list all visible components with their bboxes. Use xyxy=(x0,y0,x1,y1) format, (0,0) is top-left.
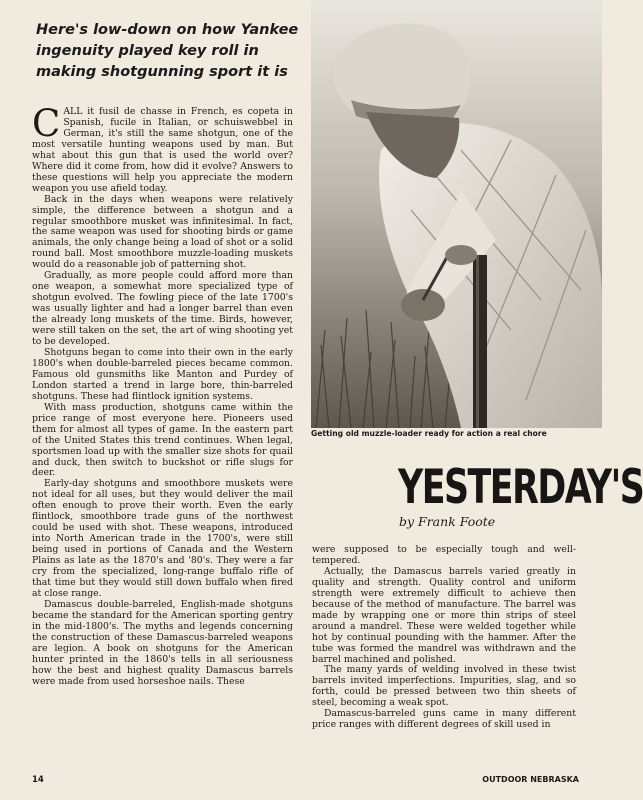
body-paragraph: With mass production, shotguns came within the price range of most everyone here. Pioneers used them for almost all types of game. In the eastern part of the United States this trend continues. When legal, sportsmen load up with the smaller size shots for quail and duck, then switch to buckshot or rifle slugs for deer. xyxy=(32,401,293,479)
body-paragraph: Damascus double-barreled, English-made shotguns became the standard for the American sporting gentry in the mid-1800's. The myths and legends concerning the construction of these Damascus-barreled weapons are legion. A book on shotguns for the American hunter printed in the 1860's tells in all seriousness how the best and highest quality Damascus barrels were made from used horseshoe nails. These xyxy=(32,598,293,687)
publication-name: OUTDOOR NEBRASKA xyxy=(482,775,579,784)
body-paragraph: Gradually, as more people could afford more than one weapon, a somewhat more specialized type of shotgun evolved. The fowling piece of the late 1700's was usually lighter and had a longer barrel than even the already long muskets of the time. Birds, however, were still taken on the set, the art of wing shooting yet to be developed. xyxy=(32,270,293,348)
body-column-left xyxy=(32,102,293,688)
body-paragraph: Damascus-barreled guns came in many different price ranges with different degrees of skill used in xyxy=(312,708,576,731)
page-number: 14 xyxy=(32,775,44,785)
body-column-right xyxy=(312,545,576,731)
hunter-photo xyxy=(311,0,602,428)
article-deck xyxy=(36,20,299,83)
byline: by Frank Foote xyxy=(399,514,496,529)
body-paragraph: Back in the days when weapons were relatively simple, the difference between a shotgun and a regular smoothbore musket was infinitesimal. In fact, the same weapon was used for shooting birds or game animals, the only change being a load of shot or a solid round ball. Most smoothbore muzzle-loading muskets would do a reasonable job of patterning shot. xyxy=(32,193,293,271)
drop-cap: C xyxy=(32,102,61,145)
body-paragraph: Shotguns began to come into their own in the early 1800's when double-barreled pieces became common. Famous old gunsmiths like Manton and Purdey of London started a trend in large bore, thin-barreled shotguns. These had flintlock ignition systems. xyxy=(32,346,293,402)
body-paragraph: Actually, the Damascus barrels varied greatly in quality and strength. Quality control and uniform strength were extremely difficult to achieve then because of the method of manufacture. The barrel was made by wrapping one or more thin strips of steel around a mandrel. These were welded together while hot by continual pounding with the hammer. After the tube was formed the mandrel was withdrawn and the barrel machined and polished. xyxy=(312,565,576,665)
hunter-loading-muzzle-loader-illustration xyxy=(311,0,602,428)
deck-line: Here's low-down on how Yankee xyxy=(36,22,299,38)
body-paragraph: The many yards of welding involved in these twist barrels invited imperfections. Impurities, slag, and so forth, could be pressed between two thin sheets of steel, becoming a weak spot. xyxy=(312,664,576,709)
body-paragraph: CALL it fusil de chasse in French, es copeta in Spanish, fucile in Italian, or schuiswebbel in German, it's still the same shotgun, one of the most versatile hunting weapons used by man. But what about this gun that is used the world over? Where did it come from, how did it evolve? Answers to these questions will help you appreciate the modern weapon you use afield today. xyxy=(32,102,293,194)
photo-caption: Getting old muzzle-loader ready for action a real chore xyxy=(311,429,547,438)
article-headline: YESTERDAY'S xyxy=(398,460,643,515)
deck-line: ingenuity played key roll in xyxy=(36,43,259,59)
body-paragraph: were supposed to be especially tough and well-tempered. xyxy=(312,544,576,566)
body-paragraph: Early-day shotguns and smoothbore muskets were not ideal for all uses, but they would deliver the mail often enough to prove their worth. Even the early flintlock, smoothbore trade guns of the northwest could be used with shot. These weapons, introduced into North American trade in the 1700's, were still being used in portions of Canada and the Western Plains as late as the 1870's and '80's. They were a far cry from the specialized, long-range buffalo rifle of that time but they would still down buffalo when fired at close range. xyxy=(32,478,293,599)
deck-line: making shotgunning sport it is xyxy=(36,64,288,80)
